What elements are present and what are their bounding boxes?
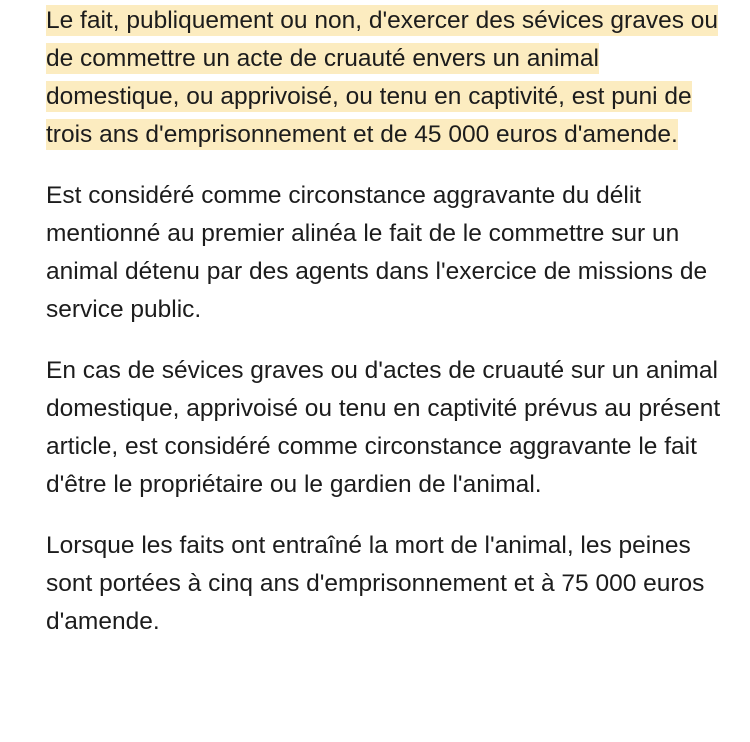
paragraph-2: Est considéré comme circonstance aggravante du délit mentionné au premier alinéa le fait de le commettre sur un animal détenu par des agents dans l'exercice de missions de service public. <box>46 182 708 323</box>
paragraph-3: En cas de sévices graves ou d'actes de cruauté sur un animal domestique, apprivoisé ou tenu en captivité prévus au présent article, est considéré comme circonstance aggravante le fait d'être le propriétaire ou le gardien de l'animal. <box>46 357 721 498</box>
paragraph-1 <box>46 2 726 154</box>
paragraph-4: Lorsque les faits ont entraîné la mort de l'animal, les peines sont portées à cinq ans d'emprisonnement et à 75 000 euros d'amende. <box>46 532 705 635</box>
highlighted-passage[interactable]: Le fait, publiquement ou non, d'exercer des sévices graves ou de commettre un acte de cruauté envers un animal domestique, ou apprivoisé, ou tenu en captivité, est puni de trois ans d'emprisonnement et de 45 000 euros d'amende. <box>46 7 719 148</box>
article-body <box>46 2 726 664</box>
